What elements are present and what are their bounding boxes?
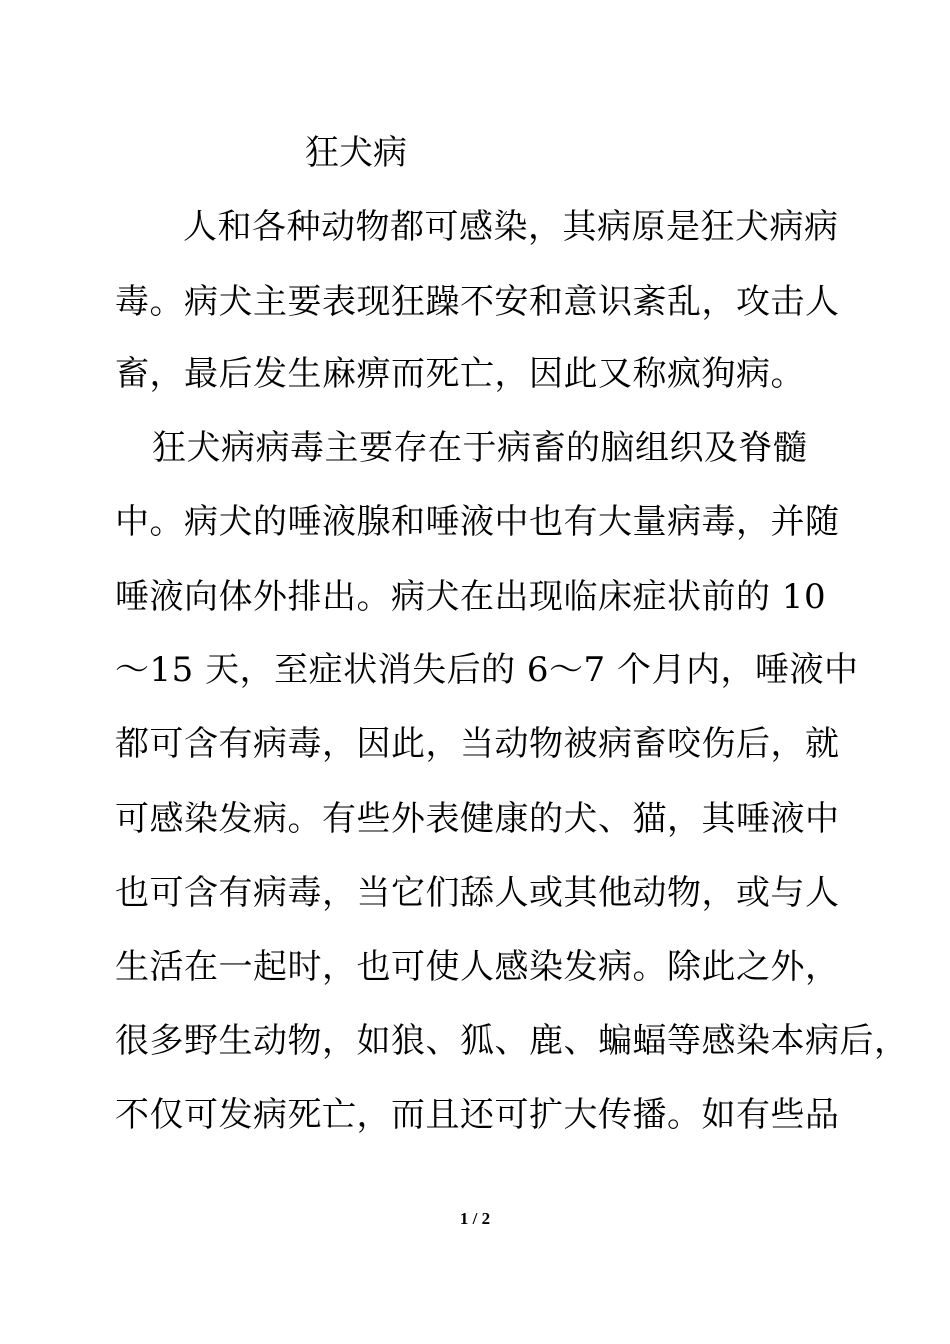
- document-title: 狂犬病: [305, 133, 407, 173]
- body-line: 不仅可发病死亡，而且还可扩大传播。如有些品: [115, 1095, 840, 1135]
- body-line: ～15 天，至症状消失后的 6～7 个月内，唾液中: [115, 650, 859, 690]
- body-line: 都可含有病毒，因此，当动物被病畜咬伤后，就: [115, 724, 840, 764]
- body-line: 狂犬病病毒主要存在于病畜的脑组织及脊髓: [152, 428, 808, 468]
- body-line: 畜，最后发生麻痹而死亡，因此又称疯狗病。: [115, 354, 805, 394]
- body-line: 生活在一起时，也可使人感染发病。除此之外，: [115, 947, 840, 987]
- body-line: 唾液向体外排出。病犬在出现临床症状前的 10: [115, 577, 827, 617]
- page-number: 1 / 2: [459, 1209, 491, 1228]
- body-line: 中。病犬的唾液腺和唾液中也有大量病毒，并随: [115, 502, 840, 542]
- body-line: 人和各种动物都可感染，其病原是狂犬病病: [183, 207, 839, 247]
- body-line: 可感染发病。有些外表健康的犬、猫，其唾液中: [115, 799, 840, 839]
- body-line: 很多野生动物，如狼、狐、鹿、蝙蝠等感染本病后，: [115, 1021, 909, 1061]
- body-line: 也可含有病毒，当它们舔人或其他动物，或与人: [115, 873, 840, 913]
- body-line: 毒。病犬主要表现狂躁不安和意识紊乱，攻击人: [115, 282, 840, 322]
